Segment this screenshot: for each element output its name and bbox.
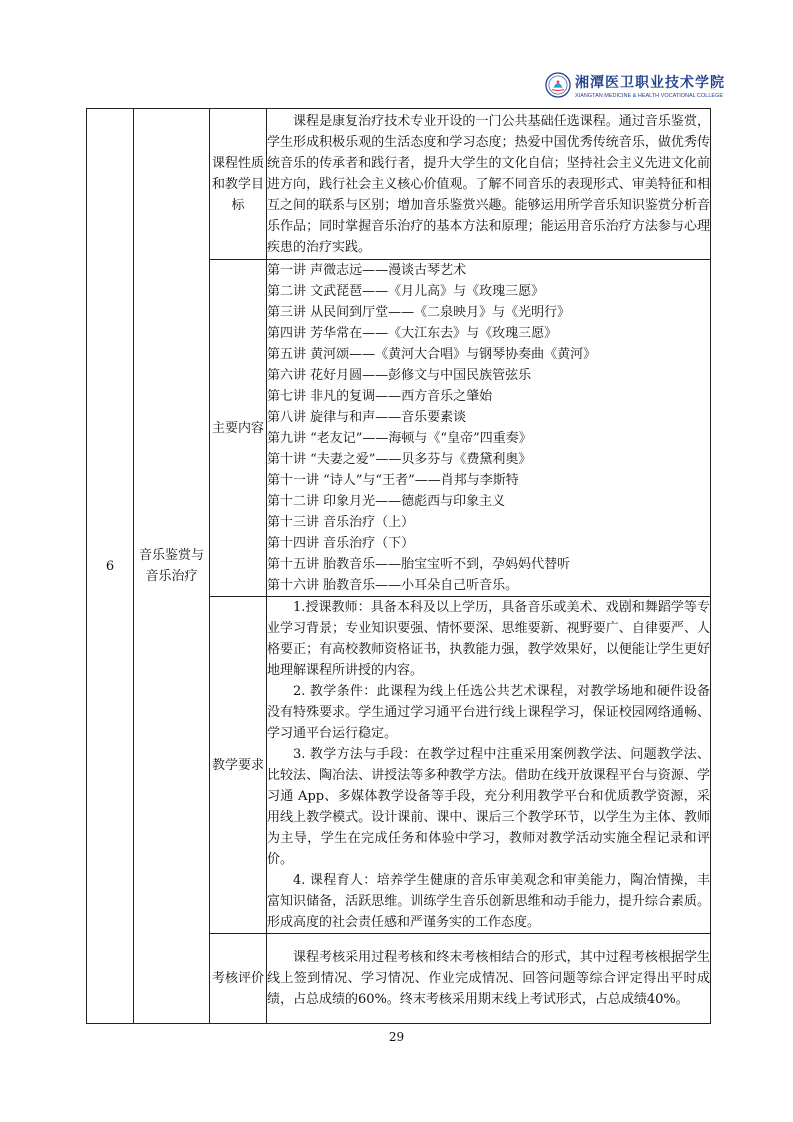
requirement-item: 3. 教学方法与手段：在教学过程中注重采用案例教学法、问题教学法、比较法、陶冶法、讲授法等多种教学方法。借助在线开放课程平台与资源、学习通 App、多媒体教学设备等手段，充分利用教学平台和优质教学资源，采用线上教学模式。设计课前、课中、课后三个教学环节，以学生为主体、教师为主导，学生在完成任务和体验中学习，教师对教学活动实施全程记录和评价。 (267, 747, 710, 867)
table-row (87, 109, 711, 260)
requirement-item: 1.授课教师：具备本科及以上学历，具备音乐或美术、戏剧和舞蹈学等专业学习背景；专业知识要强、情怀要深、思维要新、视野要广、自律要严、人格要正；有高校教师资格证书，执教能力强，教学效果好，以便能让学生更好地理解课程所讲授的内容。 (267, 600, 710, 678)
course-name: 音乐鉴赏与音乐治疗 (134, 109, 210, 1024)
requirement-item: 4. 课程育人：培养学生健康的音乐审美观念和审美能力，陶冶情操，丰富知识储备，活跃思维。训练学生音乐创新思维和动手能力，提升综合素质。形成高度的社会责任感和严谨务实的工作态度。 (267, 873, 710, 930)
lecture-item: 第三讲 从民间到厅堂——《二泉映月》与《光明行》 (267, 305, 571, 320)
lecture-list (267, 260, 711, 597)
goals-label: 课程性质和教学目标 (210, 109, 267, 260)
lecture-item: 第四讲 芳华常在——《大江东去》与《玫瑰三愿》 (267, 326, 558, 341)
course-table (86, 108, 711, 1024)
requirement-item: 2. 教学条件：此课程为线上任选公共艺术课程，对教学场地和硬件设备没有特殊要求。学生通过学习通平台进行线上课程学习，保证校园网络通畅、学习通平台运行稳定。 (267, 684, 710, 741)
lecture-item: 第十五讲 胎教音乐——胎宝宝听不到，孕妈妈代替听 (267, 557, 571, 572)
college-logo (545, 63, 725, 107)
lecture-item: 第一讲 声微志远——漫谈古琴艺术 (267, 263, 467, 278)
lecture-item: 第二讲 文武琵琶——《月儿高》与《玫瑰三愿》 (267, 284, 545, 299)
college-seal-icon (545, 65, 571, 105)
requirements-content (267, 597, 711, 934)
content-label: 主要内容 (210, 260, 267, 597)
assessment-content (267, 934, 711, 1024)
row-number: 6 (87, 109, 134, 1024)
goals-text: 课程是康复治疗技术专业开设的一门公共基础任选课程。通过音乐鉴赏，学生形成积极乐观的生活态度和学习态度；热爱中国优秀传统音乐，做优秀传统音乐的传承者和践行者，提升大学生的文化自信；坚持社会主义先进文化前进方向，践行社会主义核心价值观。了解不同音乐的表现形式、审美特征和相互之间的联系与区别；增加音乐鉴赏兴趣。能够运用所学音乐知识鉴赏分析音乐作品；同时掌握音乐治疗的基本方法和原理；能运用音乐治疗方法参与心理疾患的治疗实践。 (267, 113, 710, 255)
lecture-item: 第九讲 “老友记”——海顿与《“皇帝”四重奏》 (267, 431, 532, 446)
goals-content (267, 109, 711, 260)
lecture-item: 第十三讲 音乐治疗（上） (267, 515, 415, 530)
lecture-item: 第五讲 黄河颂——《黄河大合唱》与钢琴协奏曲《黄河》 (267, 347, 597, 362)
assessment-text: 课程考核采用过程考核和终末考核相结合的形式，其中过程考核根据学生线上签到情况、学习情况、作业完成情况、回答问题等综合评定得出平时成绩，占总成绩的60%。终末考核采用期末线上考试形式，占总成绩40%。 (267, 950, 710, 1007)
lecture-item: 第七讲 非凡的复调——西方音乐之肇始 (267, 389, 493, 404)
lecture-item: 第十四讲 音乐治疗（下） (267, 536, 415, 551)
page-number: 29 (388, 1030, 405, 1044)
lecture-item: 第十二讲 印象月光——德彪西与印象主义 (267, 494, 506, 509)
lecture-item: 第十讲 “夫妻之爱”——贝多芬与《费黛利奥》 (267, 452, 532, 467)
lecture-item: 第十六讲 胎教音乐——小耳朵自己听音乐。 (267, 578, 519, 593)
assessment-label: 考核评价 (210, 934, 267, 1024)
lecture-item: 第十一讲 “诗人”与“王者”——肖邦与李斯特 (267, 473, 519, 488)
lecture-item: 第八讲 旋律与和声——音乐要素谈 (267, 410, 467, 425)
lecture-item: 第六讲 花好月圆——彭修文与中国民族管弦乐 (267, 368, 532, 383)
requirements-label: 教学要求 (210, 597, 267, 934)
college-name: 湘潭医卫职业技术学院 (575, 74, 725, 91)
college-name-english: XIANGTAN MEDICINE & HEALTH VOCATIONAL COLLEGE (575, 92, 724, 99)
